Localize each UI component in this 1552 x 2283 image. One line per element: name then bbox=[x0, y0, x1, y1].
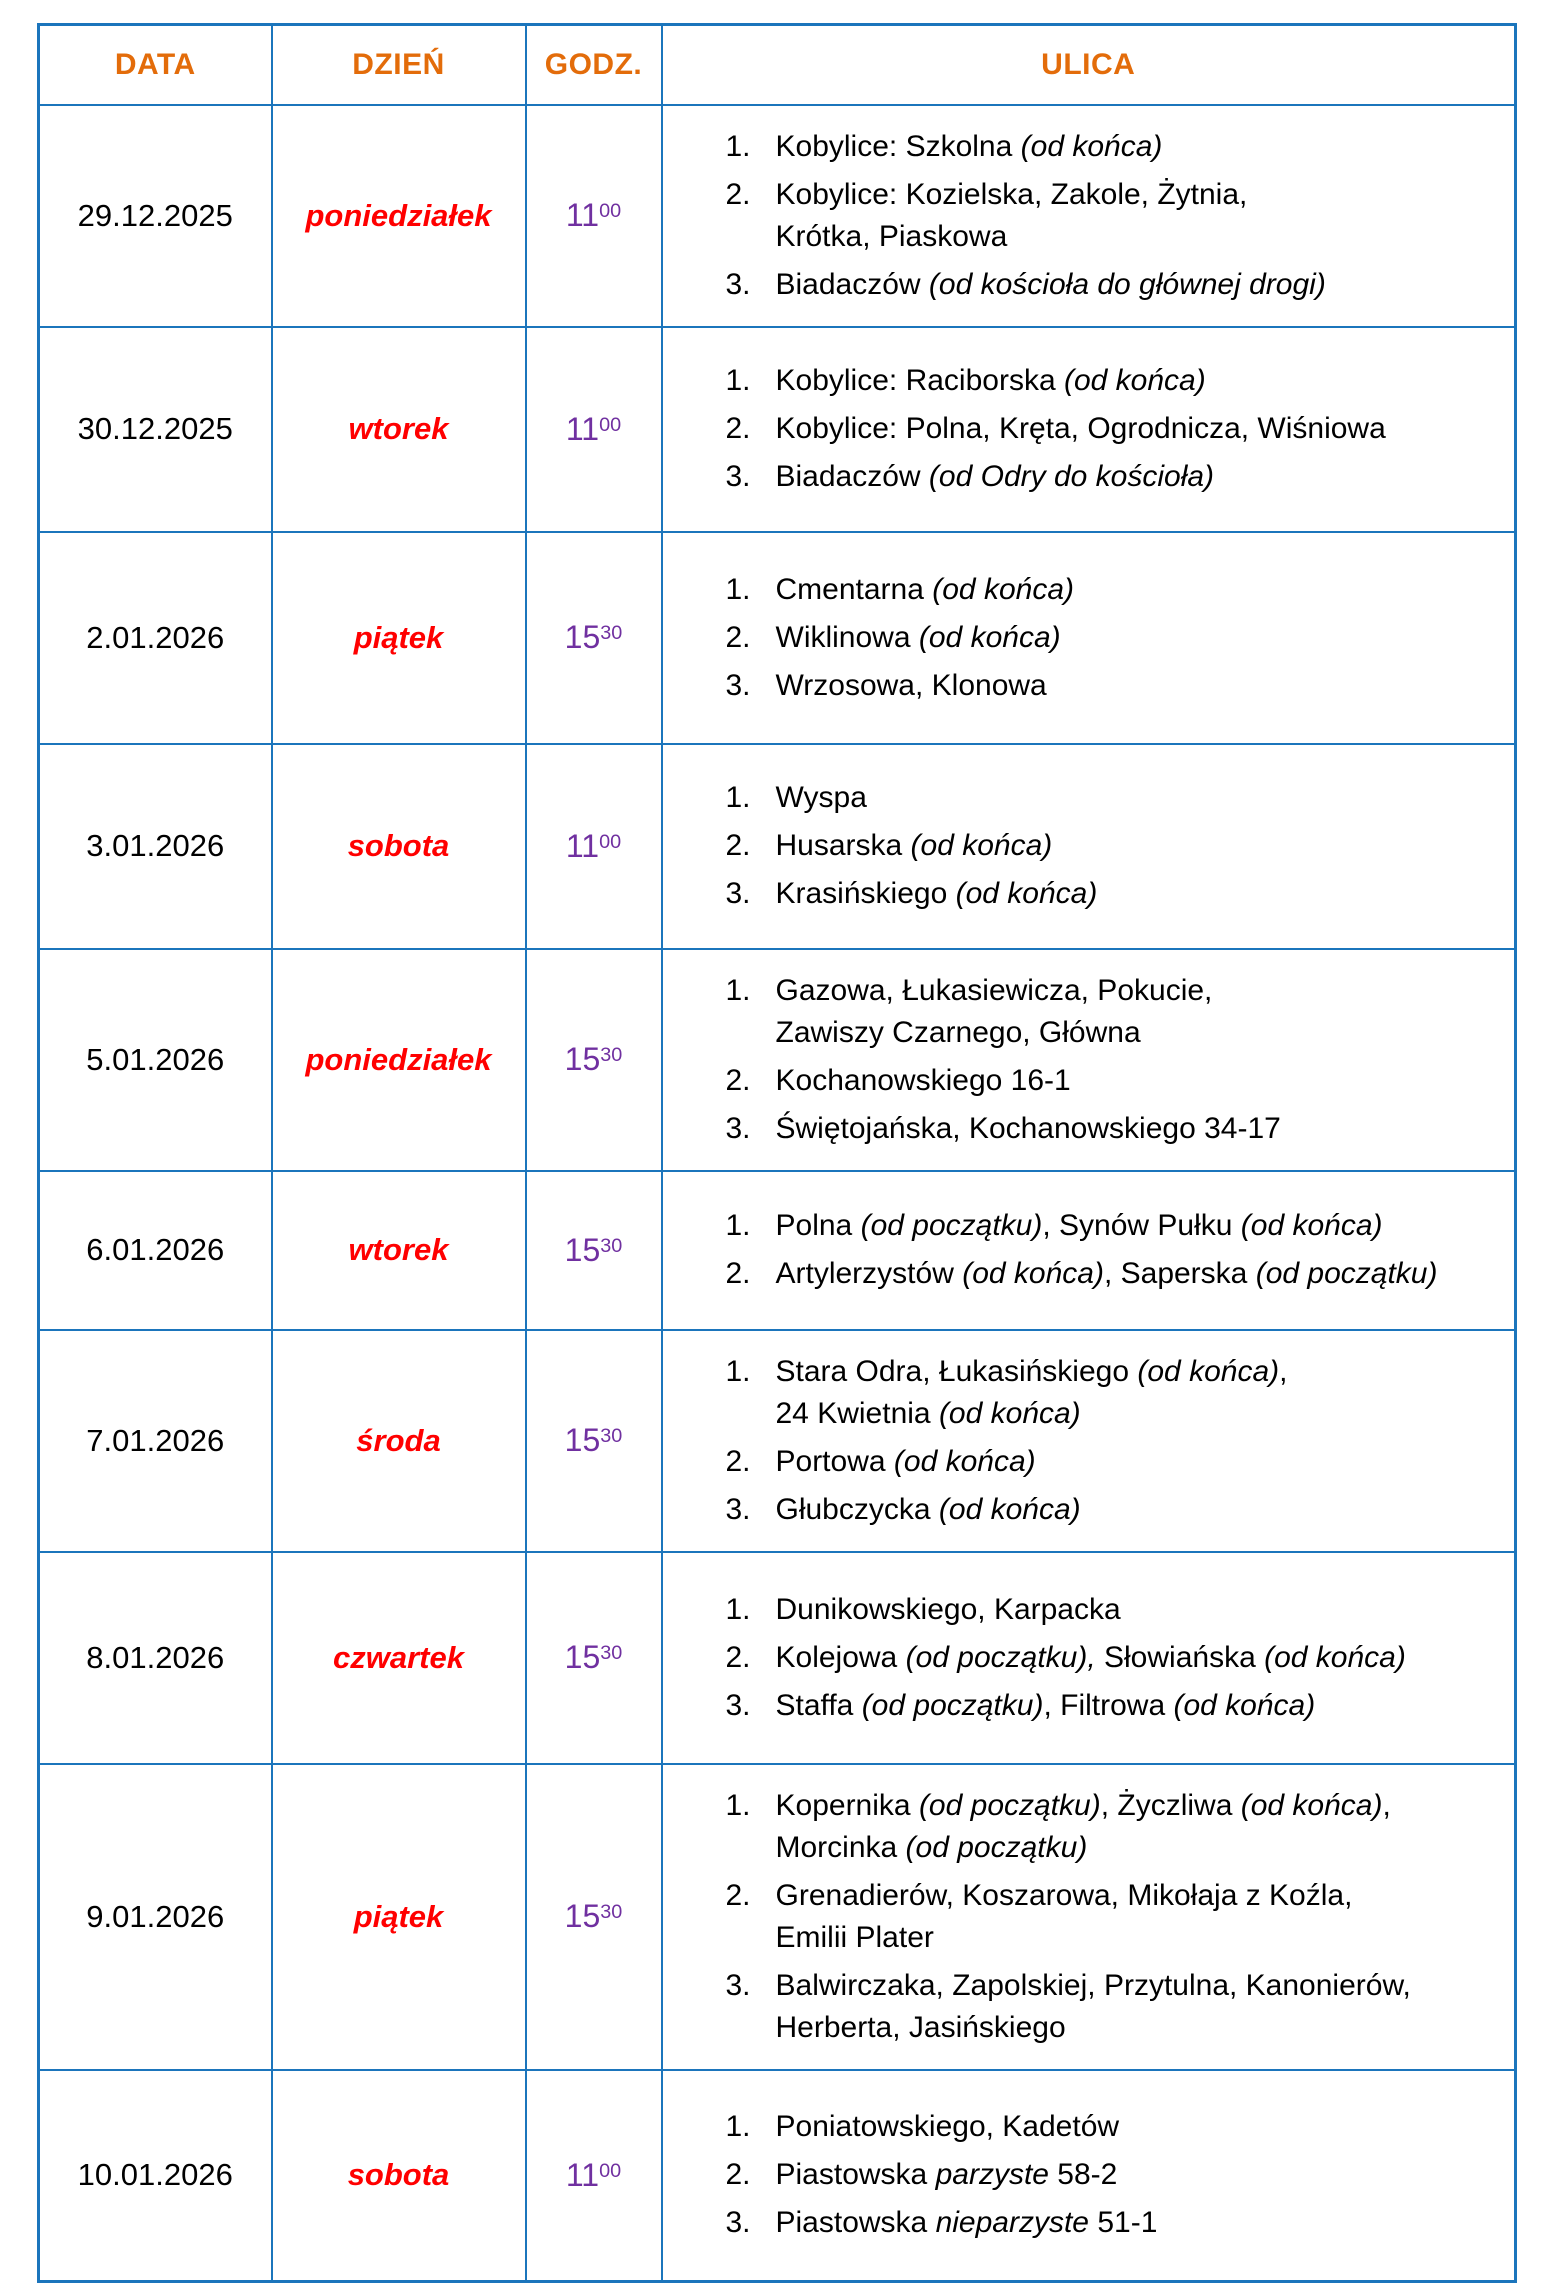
street-item-text: Piastowska nieparzyste 51-1 bbox=[775, 2206, 1158, 2240]
schedule-row bbox=[39, 1330, 1516, 1552]
schedule-row bbox=[39, 2070, 1516, 2282]
street-item-number: 1. bbox=[725, 1354, 751, 1388]
street-item-text: Kobylice: Raciborska (od końca) bbox=[775, 364, 1206, 397]
header-date: DATA bbox=[39, 25, 272, 105]
street-item bbox=[726, 2106, 1499, 2148]
street-item-number: 2. bbox=[725, 1640, 751, 1674]
minutes-value: 30 bbox=[600, 622, 623, 645]
street-item bbox=[726, 1108, 1499, 1150]
street-list bbox=[726, 777, 1499, 915]
header-row bbox=[39, 25, 1516, 105]
street-cell bbox=[662, 744, 1516, 949]
street-item-number: 1. bbox=[725, 1209, 751, 1242]
street-item bbox=[726, 569, 1499, 611]
street-cell bbox=[662, 1764, 1516, 2070]
date-cell: 5.01.2026 bbox=[39, 949, 272, 1171]
collection-schedule-table bbox=[37, 23, 1517, 2283]
day-cell: wtorek bbox=[272, 1171, 526, 1330]
street-item-text: Kopernika (od początku), Życzliwa (od końca), Morcinka (od początku) bbox=[775, 1788, 1391, 1864]
street-item-number: 3. bbox=[725, 668, 751, 702]
schedule-row bbox=[39, 744, 1516, 949]
hour-cell bbox=[526, 327, 662, 532]
minutes-value: 00 bbox=[599, 413, 622, 436]
date-cell: 6.01.2026 bbox=[39, 1171, 272, 1330]
street-list bbox=[726, 1351, 1499, 1531]
street-item-number: 3. bbox=[725, 2206, 751, 2240]
hour-value: 15 bbox=[564, 1041, 601, 1077]
header-hour: GODZ. bbox=[526, 25, 662, 105]
street-item bbox=[726, 1965, 1499, 2049]
street-cell bbox=[662, 949, 1516, 1171]
street-item bbox=[726, 777, 1499, 819]
street-list bbox=[726, 2106, 1499, 2244]
street-item-number: 2. bbox=[725, 1063, 751, 1097]
street-item bbox=[726, 456, 1499, 498]
street-item-text: Husarska (od końca) bbox=[775, 829, 1053, 862]
street-item-text: Balwirczaka, Zapolskiej, Przytulna, Kanonierów, Herberta, Jasińskiego bbox=[775, 1968, 1411, 2044]
hour-value: 11 bbox=[565, 197, 600, 233]
street-item bbox=[726, 1637, 1499, 1679]
date-cell: 29.12.2025 bbox=[39, 105, 272, 327]
street-item-number: 2. bbox=[725, 829, 751, 862]
street-list bbox=[726, 1589, 1499, 1727]
street-cell bbox=[662, 105, 1516, 327]
date-cell: 3.01.2026 bbox=[39, 744, 272, 949]
schedule-row bbox=[39, 1171, 1516, 1330]
street-list bbox=[726, 1205, 1499, 1295]
minutes-value: 30 bbox=[600, 1901, 623, 1924]
schedule-body bbox=[39, 105, 1516, 2282]
day-cell: środa bbox=[272, 1330, 526, 1552]
street-item-number: 1. bbox=[725, 781, 751, 814]
date-cell: 2.01.2026 bbox=[39, 532, 272, 744]
street-item-number: 3. bbox=[725, 1968, 751, 2002]
street-list bbox=[726, 360, 1499, 498]
street-item bbox=[726, 2154, 1499, 2196]
street-item bbox=[726, 1060, 1499, 1102]
street-item-number: 2. bbox=[725, 412, 751, 445]
document-page bbox=[0, 23, 1552, 2283]
street-item bbox=[726, 264, 1499, 306]
schedule-row bbox=[39, 1764, 1516, 2070]
street-item bbox=[726, 825, 1499, 867]
street-list bbox=[726, 1785, 1499, 2049]
street-cell bbox=[662, 1330, 1516, 1552]
header-day: DZIEŃ bbox=[272, 25, 526, 105]
street-item-number: 3. bbox=[725, 1492, 751, 1526]
street-item-text: Stara Odra, Łukasińskiego (od końca), 24 Kwietnia (od końca) bbox=[775, 1354, 1288, 1430]
street-item-number: 3. bbox=[725, 460, 751, 493]
street-item-text: Cmentarna (od końca) bbox=[775, 572, 1074, 606]
street-item-text: Kochanowskiego 16-1 bbox=[775, 1063, 1071, 1097]
street-item bbox=[726, 1441, 1499, 1483]
minutes-value: 30 bbox=[600, 1425, 623, 1448]
schedule-row bbox=[39, 949, 1516, 1171]
street-cell bbox=[662, 1171, 1516, 1330]
street-item-text: Kolejowa (od początku), Słowiańska (od końca) bbox=[775, 1640, 1406, 1674]
street-item-text: Biadaczów (od Odry do kościoła) bbox=[775, 460, 1215, 493]
street-item-text: Portowa (od końca) bbox=[775, 1444, 1036, 1478]
street-item-text: Dunikowskiego, Karpacka bbox=[775, 1592, 1121, 1626]
street-list bbox=[726, 970, 1499, 1150]
street-item-number: 2. bbox=[725, 620, 751, 654]
street-item bbox=[726, 617, 1499, 659]
street-item-number: 1. bbox=[725, 2110, 751, 2144]
hour-cell bbox=[526, 1171, 662, 1330]
date-cell: 9.01.2026 bbox=[39, 1764, 272, 2070]
street-item bbox=[726, 665, 1499, 707]
street-item-text: Piastowska parzyste 58-2 bbox=[775, 2158, 1118, 2192]
street-item-text: Wiklinowa (od końca) bbox=[775, 620, 1061, 654]
street-item bbox=[726, 1205, 1499, 1247]
street-item-text: Biadaczów (od kościoła do głównej drogi) bbox=[775, 267, 1326, 301]
hour-value: 15 bbox=[564, 1639, 601, 1675]
street-item-text: Gazowa, Łukasiewicza, Pokucie, Zawiszy Czarnego, Główna bbox=[775, 973, 1213, 1049]
date-cell: 30.12.2025 bbox=[39, 327, 272, 532]
day-cell: poniedziałek bbox=[272, 949, 526, 1171]
street-item-number: 2. bbox=[725, 1444, 751, 1478]
hour-cell bbox=[526, 2070, 662, 2282]
street-item-text: Świętojańska, Kochanowskiego 34-17 bbox=[775, 1111, 1281, 1145]
day-cell: sobota bbox=[272, 744, 526, 949]
street-item bbox=[726, 1351, 1499, 1435]
hour-value: 15 bbox=[564, 1898, 601, 1934]
hour-value: 11 bbox=[565, 410, 600, 447]
hour-value: 15 bbox=[564, 1231, 601, 1268]
street-item-number: 3. bbox=[725, 1688, 751, 1722]
hour-cell bbox=[526, 105, 662, 327]
hour-cell bbox=[526, 949, 662, 1171]
hour-cell bbox=[526, 1552, 662, 1764]
schedule-row bbox=[39, 532, 1516, 744]
day-cell: czwartek bbox=[272, 1552, 526, 1764]
schedule-row bbox=[39, 1552, 1516, 1764]
street-item-number: 1. bbox=[725, 364, 751, 397]
minutes-value: 30 bbox=[600, 1642, 623, 1665]
street-cell bbox=[662, 532, 1516, 744]
schedule-row bbox=[39, 327, 1516, 532]
street-item-number: 2. bbox=[725, 177, 751, 211]
street-item bbox=[726, 1253, 1499, 1295]
street-item-text: Polna (od początku), Synów Pułku (od końca) bbox=[775, 1209, 1383, 1242]
hour-cell bbox=[526, 532, 662, 744]
street-item-number: 2. bbox=[725, 1878, 751, 1912]
street-item-text: Grenadierów, Koszarowa, Mikołaja z Koźla, Emilii Plater bbox=[775, 1878, 1353, 1954]
street-item bbox=[726, 1875, 1499, 1959]
street-item-number: 1. bbox=[725, 1592, 751, 1626]
day-cell: poniedziałek bbox=[272, 105, 526, 327]
street-item bbox=[726, 1489, 1499, 1531]
street-item-text: Wyspa bbox=[775, 781, 867, 814]
hour-cell bbox=[526, 1764, 662, 2070]
street-item-text: Wrzosowa, Klonowa bbox=[775, 668, 1047, 702]
street-item-number: 2. bbox=[725, 1257, 751, 1290]
street-cell bbox=[662, 2070, 1516, 2282]
date-cell: 10.01.2026 bbox=[39, 2070, 272, 2282]
street-item-text: Kobylice: Szkolna (od końca) bbox=[775, 129, 1163, 163]
date-cell: 7.01.2026 bbox=[39, 1330, 272, 1552]
hour-value: 11 bbox=[565, 2156, 600, 2193]
street-item bbox=[726, 1785, 1499, 1869]
street-item-number: 2. bbox=[725, 2158, 751, 2192]
street-item-number: 1. bbox=[725, 1788, 751, 1822]
street-item-number: 3. bbox=[725, 267, 751, 301]
day-cell: sobota bbox=[272, 2070, 526, 2282]
street-cell bbox=[662, 1552, 1516, 1764]
street-item bbox=[726, 970, 1499, 1054]
minutes-value: 00 bbox=[599, 2159, 622, 2182]
street-list bbox=[726, 569, 1499, 707]
street-item bbox=[726, 873, 1499, 915]
street-item-number: 3. bbox=[725, 877, 751, 910]
street-item-text: Kobylice: Polna, Kręta, Ogrodnicza, Wiśniowa bbox=[775, 412, 1386, 445]
day-cell: wtorek bbox=[272, 327, 526, 532]
header-street: ULICA bbox=[662, 25, 1516, 105]
street-item bbox=[726, 360, 1499, 402]
hour-value: 15 bbox=[564, 619, 601, 655]
date-cell: 8.01.2026 bbox=[39, 1552, 272, 1764]
hour-cell bbox=[526, 1330, 662, 1552]
street-list bbox=[726, 126, 1499, 306]
hour-cell bbox=[526, 744, 662, 949]
street-item-text: Krasińskiego (od końca) bbox=[775, 877, 1098, 910]
street-item-number: 3. bbox=[725, 1111, 751, 1145]
street-item bbox=[726, 2202, 1499, 2244]
street-item-text: Poniatowskiego, Kadetów bbox=[775, 2110, 1120, 2144]
street-item-number: 1. bbox=[725, 572, 751, 606]
street-item bbox=[726, 174, 1499, 258]
street-item bbox=[726, 1589, 1499, 1631]
street-item-text: Artylerzystów (od końca), Saperska (od początku) bbox=[775, 1257, 1438, 1290]
hour-value: 11 bbox=[565, 827, 600, 864]
minutes-value: 30 bbox=[600, 1234, 623, 1257]
street-item-text: Głubczycka (od końca) bbox=[775, 1492, 1081, 1526]
street-item bbox=[726, 126, 1499, 168]
day-cell: piątek bbox=[272, 532, 526, 744]
day-cell: piątek bbox=[272, 1764, 526, 2070]
minutes-value: 00 bbox=[599, 200, 622, 223]
minutes-value: 30 bbox=[600, 1044, 623, 1067]
minutes-value: 00 bbox=[599, 830, 622, 853]
street-item-text: Kobylice: Kozielska, Zakole, Żytnia, Krótka, Piaskowa bbox=[775, 177, 1248, 253]
street-item bbox=[726, 408, 1499, 450]
street-item bbox=[726, 1685, 1499, 1727]
street-item-text: Staffa (od początku), Filtrowa (od końca) bbox=[775, 1688, 1316, 1722]
schedule-row bbox=[39, 105, 1516, 327]
street-item-number: 1. bbox=[725, 129, 751, 163]
street-cell bbox=[662, 327, 1516, 532]
hour-value: 15 bbox=[564, 1422, 601, 1458]
street-item-number: 1. bbox=[725, 973, 751, 1007]
